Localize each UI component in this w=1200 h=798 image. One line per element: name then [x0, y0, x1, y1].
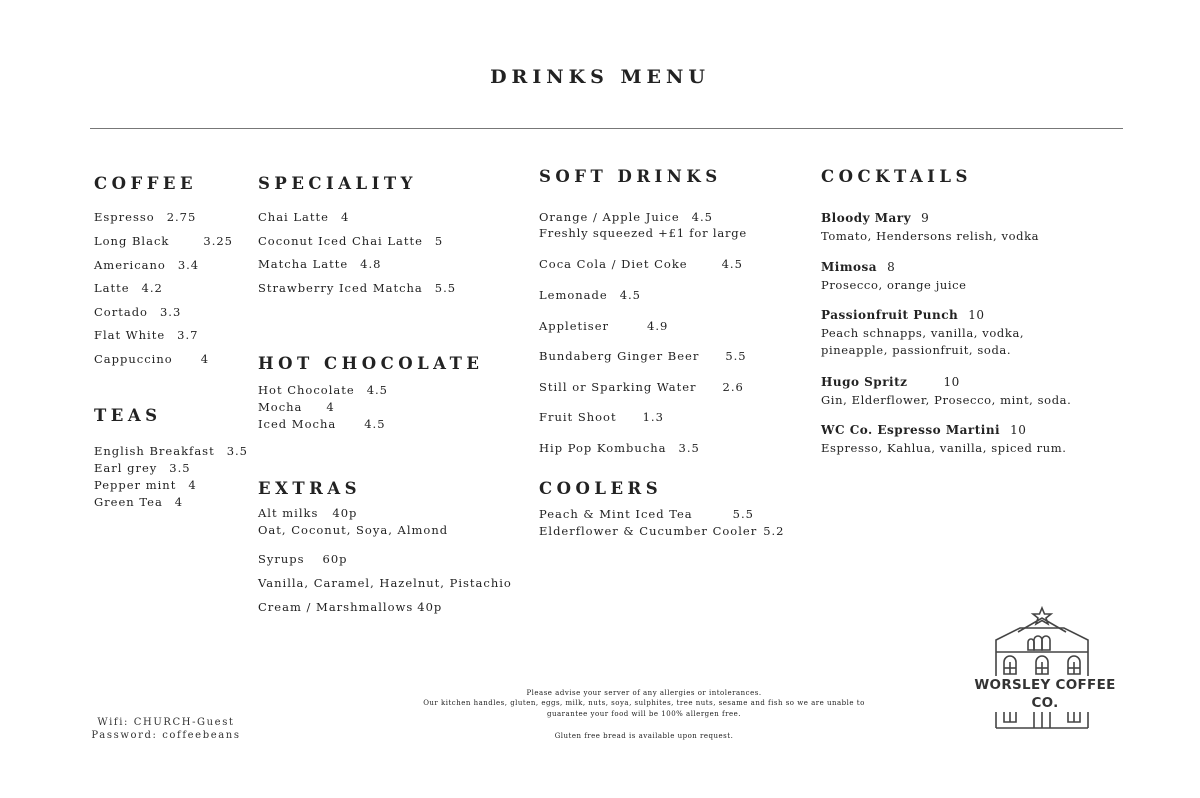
church-logo — [960, 604, 1130, 730]
menu-item: Coconut Iced Chai Latte 5 — [258, 234, 444, 248]
menu-item: Flat White 3.7 — [94, 328, 199, 342]
menu-item: Coca Cola / Diet Coke 4.5 — [539, 257, 743, 271]
menu-item: Appletiser 4.9 — [539, 319, 669, 333]
menu-item: Pepper mint 4 — [94, 478, 197, 492]
menu-item: Long Black 3.25 — [94, 234, 233, 248]
menu-item-options: Vanilla, Caramel, Hazelnut, Pistachio — [258, 576, 512, 590]
menu-item-options: Oat, Coconut, Soya, Almond — [258, 523, 449, 537]
cocktail-desc: Gin, Elderflower, Prosecco, mint, soda. — [821, 393, 1072, 407]
menu-item: Mocha 4 — [258, 400, 335, 414]
allergy-notice: Please advise your server of any allergies or intolerances. — [526, 689, 762, 697]
menu-item: Matcha Latte 4.8 — [258, 257, 382, 271]
menu-item: Still or Sparking Water 2.6 — [539, 380, 744, 394]
menu-item: Syrups 60p — [258, 552, 348, 566]
menu-item: Peach & Mint Iced Tea 5.5 — [539, 507, 754, 521]
cocktail-name: Bloody Mary 9 — [821, 211, 930, 225]
title-divider — [90, 128, 1123, 129]
hot-chocolate-heading: HOT CHOCOLATE — [258, 354, 484, 373]
gluten-notice: Gluten free bread is available upon request. — [554, 732, 734, 740]
menu-item: Strawberry Iced Matcha 5.5 — [258, 281, 457, 295]
cocktail-desc: Tomato, Hendersons relish, vodka — [821, 229, 1040, 243]
wifi-password: Password: coffeebeans — [91, 730, 241, 741]
menu-item: Green Tea 4 — [94, 495, 184, 509]
cocktail-name: WC Co. Espresso Martini 10 — [821, 423, 1027, 437]
cocktail-desc: pineapple, passionfruit, soda. — [821, 343, 1012, 357]
menu-item: English Breakfast 3.5 — [94, 444, 248, 458]
allergy-notice: Our kitchen handles, gluten, eggs, milk, nuts, soya, sulphites, tree nuts, sesame and fish so we are unable to — [423, 699, 865, 707]
page-title: DRINKS MENU — [490, 66, 710, 88]
logo-text: WORSLEY COFFEE CO. — [960, 676, 1130, 712]
teas-heading: TEAS — [94, 406, 162, 425]
menu-item: Orange / Apple Juice 4.5 — [539, 210, 713, 224]
menu-item: Hip Pop Kombucha 3.5 — [539, 441, 700, 455]
menu-item: Cortado 3.3 — [94, 305, 182, 319]
menu-item: Alt milks 40p — [258, 506, 358, 520]
cocktails-heading: COCKTAILS — [821, 167, 972, 186]
cocktail-desc: Espresso, Kahlua, vanilla, spiced rum. — [821, 441, 1067, 455]
menu-item: Fruit Shoot 1.3 — [539, 410, 664, 424]
menu-item: Chai Latte 4 — [258, 210, 350, 224]
menu-item: Latte 4.2 — [94, 281, 163, 295]
menu-item: Hot Chocolate 4.5 — [258, 383, 388, 397]
coffee-heading: COFFEE — [94, 174, 198, 193]
cocktail-desc: Prosecco, orange juice — [821, 278, 967, 292]
allergy-notice: guarantee your food will be 100% allergen free. — [547, 710, 741, 718]
menu-item: Lemonade 4.5 — [539, 288, 641, 302]
menu-item: Elderflower & Cucumber Cooler 5.2 — [539, 524, 785, 538]
speciality-heading: SPECIALITY — [258, 174, 417, 193]
wifi-network: Wifi: CHURCH-Guest — [97, 717, 235, 728]
soft-drinks-heading: SOFT DRINKS — [539, 167, 722, 186]
cocktail-desc: Peach schnapps, vanilla, vodka, — [821, 326, 1025, 340]
menu-item: Espresso 2.75 — [94, 210, 197, 224]
menu-item: Earl grey 3.5 — [94, 461, 191, 475]
menu-item: Americano 3.4 — [94, 258, 200, 272]
menu-item: Cream / Marshmallows 40p — [258, 600, 443, 614]
cocktail-name: Passionfruit Punch 10 — [821, 308, 985, 322]
menu-item: Cappuccino 4 — [94, 352, 210, 366]
cocktail-name: Mimosa 8 — [821, 260, 896, 274]
coolers-heading: COOLERS — [539, 479, 663, 498]
menu-item-note: Freshly squeezed +£1 for large — [539, 226, 748, 240]
extras-heading: EXTRAS — [258, 479, 362, 498]
menu-item: Bundaberg Ginger Beer 5.5 — [539, 349, 747, 363]
menu-item: Iced Mocha 4.5 — [258, 417, 386, 431]
cocktail-name: Hugo Spritz 10 — [821, 375, 960, 389]
